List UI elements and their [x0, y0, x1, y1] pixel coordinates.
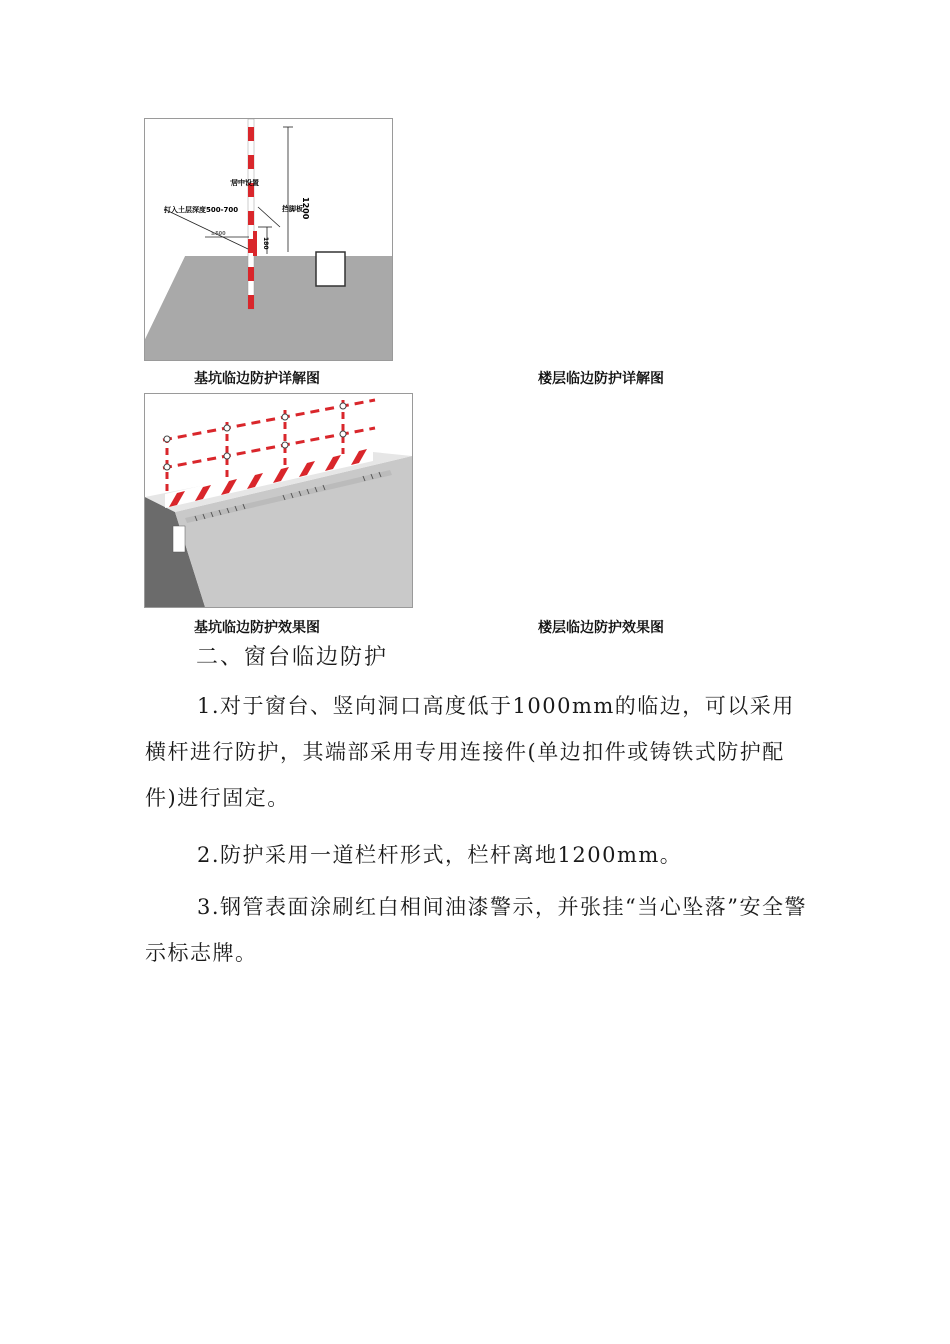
paragraph-2: 2.防护采用一道栏杆形式，栏杆离地1200mm。 [197, 843, 683, 867]
box-marker [316, 252, 345, 286]
paragraph-3: 3.钢管表面涂刷红白相间油漆警示，并张挂“当心坠落”安全警示标志牌。 [145, 895, 808, 965]
height-label: 1200 [301, 197, 310, 220]
pit-detail-caption: 基坑临边防护详解图 [194, 371, 320, 387]
pit-detail-drawing [145, 119, 392, 360]
board-height-label: 180 [262, 237, 269, 250]
toe-board-label: 挡脚板 [282, 205, 303, 213]
depth-label: 打入土层深度500-700 [164, 206, 239, 214]
side-opening [173, 526, 185, 552]
striped-pole [248, 119, 254, 309]
paragraph-1: 1.对于窗台、竖向洞口高度低于1000mm的临边，可以采用横杆进行防护，其端部采用专用连接件(单边扣件或铸铁式防护配件)进行固定。 [145, 694, 795, 810]
floor-detail-caption: 楼层临边防护详解图 [538, 371, 664, 387]
floor-effect-caption: 楼层临边防护效果图 [538, 620, 664, 636]
pit-effect-drawing [145, 394, 412, 607]
middle-rail-label: 居中设置 [231, 179, 259, 187]
offset-label: ≥500 [211, 231, 226, 237]
pit-effect-caption: 基坑临边防护效果图 [194, 620, 320, 636]
pit-effect-figure [144, 393, 413, 608]
ground-plane [145, 256, 392, 360]
toe-board [253, 231, 257, 256]
section-heading: 二、窗台临边防护 [196, 645, 389, 670]
pit-detail-figure [144, 118, 393, 361]
